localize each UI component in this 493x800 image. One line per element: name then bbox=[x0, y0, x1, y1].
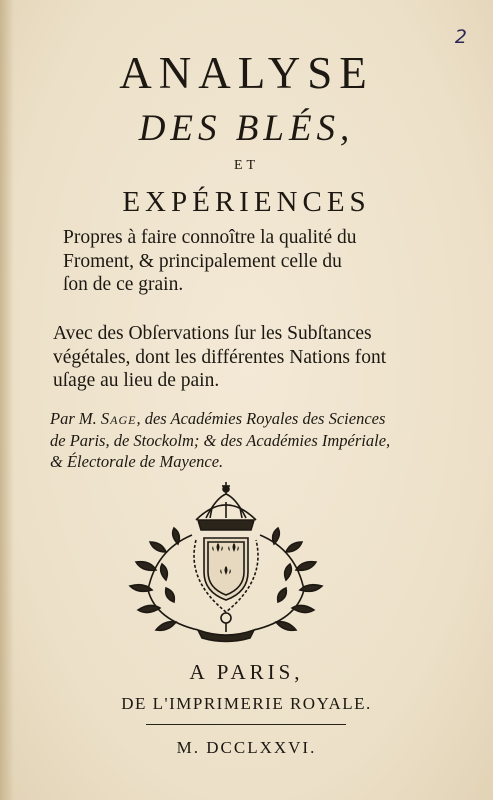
main-title: ANALYSE bbox=[119, 48, 374, 98]
description-paragraph-1 bbox=[63, 226, 433, 297]
paragraph1-line: Froment, & principalement celle du bbox=[63, 250, 342, 272]
paragraph2-line: Avec des Obſervations ſur les Subſtances bbox=[53, 323, 372, 344]
subtitle-line-2: EXPÉRIENCES bbox=[122, 186, 371, 218]
imprint-rule-divider bbox=[146, 724, 346, 725]
author-statement bbox=[50, 408, 445, 473]
author-name: Sage bbox=[100, 409, 137, 428]
paragraph1-line: ſon de ce grain. bbox=[63, 274, 184, 295]
paragraph2-line: végétales, dont les différentes Nations font bbox=[53, 346, 387, 368]
subtitle-line-1: DES BLÉS, bbox=[138, 108, 355, 149]
imprint-printer: DE L'IMPRIMERIE ROYALE. bbox=[121, 694, 372, 713]
royal-coat-of-arms-emblem bbox=[126, 480, 326, 645]
page-number: 2 bbox=[454, 26, 467, 48]
author-line-1 bbox=[50, 408, 445, 430]
author-prefix: Par M. bbox=[50, 409, 101, 428]
imprint-date: M. DCCLXXVI. bbox=[176, 738, 317, 757]
description-paragraph-2 bbox=[53, 322, 433, 393]
author-line-2: de Paris, de Stockolm; & des Académies Impériale, bbox=[50, 430, 391, 450]
paragraph1-line: Propres à faire connoître la qualité du bbox=[63, 227, 357, 248]
paragraph2-line: uſage au lieu de pain. bbox=[53, 370, 220, 391]
author-line-3: & Électorale de Mayence. bbox=[50, 452, 224, 471]
author-affiliation: , des Académies Royales des Sciences bbox=[136, 409, 386, 428]
conjunction: ET bbox=[233, 158, 260, 173]
imprint-city: A PARIS, bbox=[189, 660, 304, 684]
